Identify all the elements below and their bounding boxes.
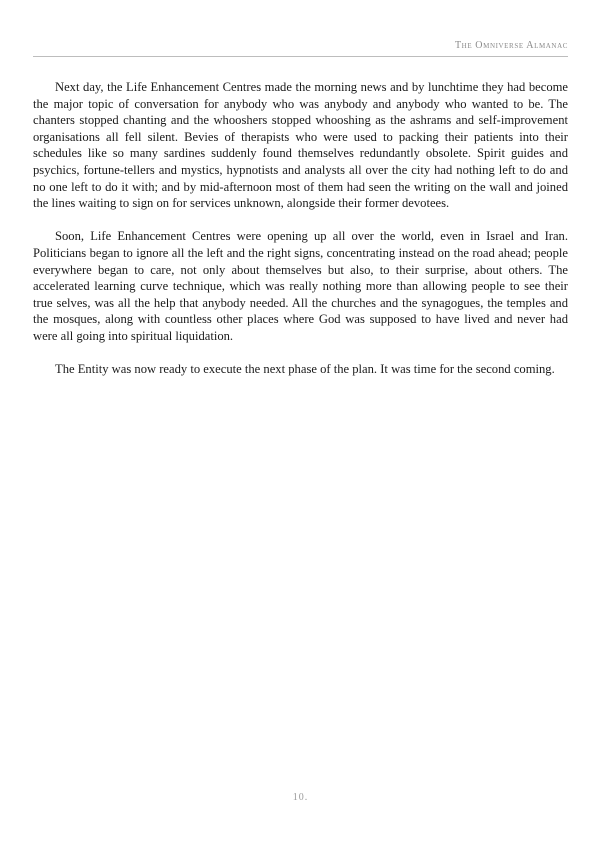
page-number: 10. (292, 792, 309, 803)
running-header: The Omniverse Almanac (454, 40, 568, 51)
body-text (33, 79, 568, 394)
paragraph: Soon, Life Enhancement Centres were opening up all over the world, even in Israel and Iran. Politicians began to ignore all the left and the right signs, concentrating instead on the road ahead; people everywhere began to care, not only about themselves but also, to their surprise, about others. The accelerated learning curve technique, which was really nothing more than allowing people to see their true selves, was all the help that anybody needed. All the churches and the synagogues, the temples and the mosques, along with countless other places where God was supposed to have lived and never had were all going into spiritual liquidation. (33, 229, 568, 343)
paragraph: The Entity was now ready to execute the next phase of the plan. It was time for the second coming. (55, 362, 555, 377)
header-rule (33, 56, 568, 57)
paragraph: Next day, the Life Enhancement Centres made the morning news and by lunchtime they had become the major topic of conversation for anybody who was anybody and anybody who wanted to be. The chanters stopped chanting and the whooshers stopped whooshing as the ashrams and self-improvement organisations all fell silent. Bevies of therapists who were used to packing their patients into their schedules like so many sardines suddenly found themselves redundantly obsolete. Spirit guides and psychics, fortune-tellers and mystics, hypnotists and analysts all over the city had nothing left to do and no one left to do it with; and by mid-afternoon most of them had seen the writing on the wall and joined the lines waiting to sign on for services unknown, alongside their former devotees. (33, 80, 568, 211)
